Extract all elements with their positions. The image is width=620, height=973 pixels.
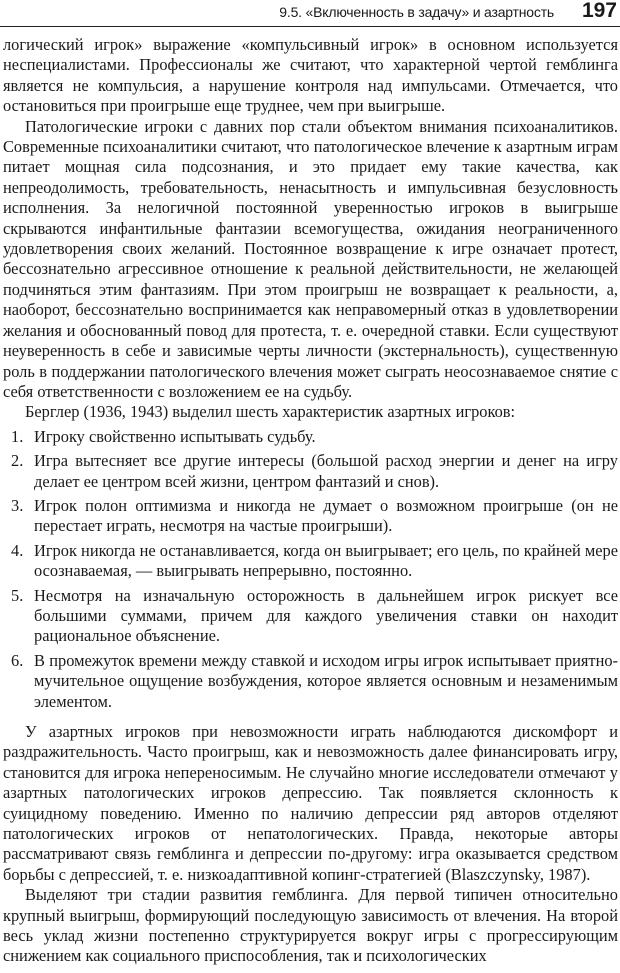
paragraph-psychoanalysis: Патологические игроки с давних пор стали объектом внимания психоаналитиков. Современные психоаналитики считают, что патологическое влечение к азартным играм питает мощная сила подсознания, и это придает ему такие качества, как непреодолимость, требовательность, ненасытность и импульсивная безусловность исполнения. За нелогичной постоянной уверенностью игроков в выигрыше скрываются инфантильные фантазии всемогущества, ожидания неограниченного удовлетворения своих желаний. Постоянное возвращение к игре означает протест, бессознательно агрессивное отношение к реальной действительности, не желающей подчиняться этим фантазиям. При этом проигрыш не возвращает к реальности, а, наоборот, бессознательно воспринимается как неправомерный отказ в удовлетворении желания и обоснованный повод для протеста, т. е. очередной ставки. Если существуют неуверенность в себе и зависимые черты личности (экстернальность), существенную роль в поддержании патологического влечения может сыграть неосознаваемое снятие с себя ответственности с возложением ее на судьбу. — [3, 116, 618, 401]
list-item — [3, 541, 618, 582]
list-item-text: Игрок полон оптимизма и никогда не думает о возможном проигрыше (он не перестает играть, несмотря на частые проигрыши). — [34, 495, 618, 536]
running-title: 9.5. «Включенность в задачу» и азартность — [279, 4, 554, 20]
paragraph-continuation: логический игрок» выражение «компульсивный игрок» в основном используется неспециалистами. Профессионалы же считают, что характерной чертой гемблинга является не компульсия, а нарушение контроля над импульсами. Отмечается, что остановиться при проигрыше еще труднее, чем при выигрыше. — [3, 35, 618, 116]
list-item-text: Несмотря на изначальную осторожность в дальнейшем игрок рискует все большими суммами, причем для каждого увеличения ставки он находит рациональное объяснение. — [34, 585, 618, 646]
list-item — [3, 427, 618, 447]
page-number: 197 — [581, 0, 617, 22]
list-number: 3. — [11, 495, 24, 515]
list-item-text: Игроку свойственно испытывать судьбу. — [34, 426, 316, 446]
list-number: 6. — [11, 650, 24, 670]
list-number: 2. — [11, 451, 24, 471]
paragraph-bergler-intro: Берглер (1936, 1943) выделил шесть характеристик азартных игроков: — [25, 402, 516, 422]
list-number: 1. — [11, 426, 24, 446]
list-item-text: Игрок никогда не останавливается, когда он выигрывает; его цель, по крайней мере осознаваемая, — выигрывать непрерывно, постоянно. — [34, 540, 618, 581]
body-text — [3, 35, 618, 967]
list-number: 5. — [11, 585, 24, 605]
bergler-characteristics-list — [3, 427, 618, 712]
list-item — [3, 451, 618, 492]
paragraph-depression: У азартных игроков при невозможности играть наблюдаются дискомфорт и раздражительность. Часто проигрыш, как и невозможность далее финансировать игру, становится для игрока непереносимым. Не случайно многие исследователи отмечают у азартных патологических игроков депрессию. Так появляется склонность к суицидному поведению. Именно по наличию депрессии ряд авторов отделяют патологических игроков от непатологических. Правда, некоторые авторы рассматривают связь гемблинга и депрессии по-другому: игра оказывается средством борьбы с депрессией, т. е. низкоадаптивной копинг-стратегией (Blaszczynsky, 1987). — [3, 722, 618, 884]
list-item — [3, 586, 618, 647]
list-item-text: В промежуток времени между ставкой и исходом игры игрок испытывает приятно-мучительное ощущение возбуждения, которое является основным и незаменимым элементом. — [34, 650, 618, 711]
paragraph-stages: Выделяют три стадии развития гемблинга. Для первой типичен относительно крупный выигрыш, формирующий последующую зависимость от влечения. На второй весь уклад жизни постепенно структурируется вокруг игры с прогрессирующим снижением как социального приспособления, так и психологических — [3, 885, 618, 966]
list-number: 4. — [11, 540, 24, 560]
list-item-text: Игра вытесняет все другие интересы (большой расход энергии и денег на игру делает ее центром всей жизни, центром фантазий и снов). — [34, 451, 618, 491]
list-item — [3, 651, 618, 712]
running-header — [0, 0, 620, 27]
list-item — [3, 496, 618, 537]
